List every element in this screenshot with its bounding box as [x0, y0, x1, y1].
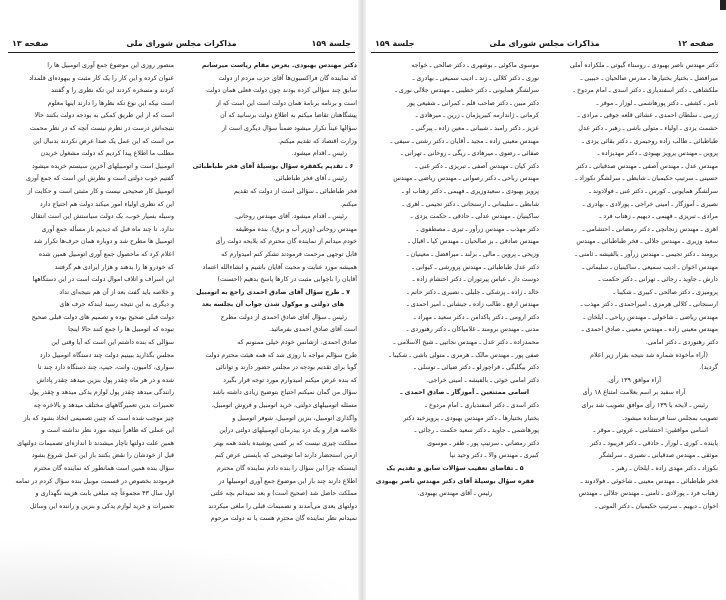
text-line: مطلب ما اطلاع پیدا کردیم که دولت مشغول خریدن	[40, 150, 174, 158]
text-line: وزیحی ـ پروین ـ مالی ـ برلند ـ میرافضل ـ معینیان ـ	[406, 250, 539, 258]
text-line: نکوزاد ـ دکتر مهدی زاده ـ ایلخان ـ رهبر ـ	[612, 465, 718, 472]
text-line: تصویب بمجلس سنا فرستاده میشود.	[622, 414, 718, 422]
text-line: پورهاشمی ـ جاوید ـ دکتر سعید حکمت ـ رجائی ـ	[414, 427, 539, 435]
text-line: موسوی ماکوئی ـ بوشهری ـ دکتر صالحی ـ خواجه	[411, 62, 539, 69]
text-line: و دیگری به این نتیجه رسید ایندکه حرف های	[59, 301, 174, 309]
right-page-right-column	[550, 60, 718, 513]
text-line: مهندس رباحی ـ دکتر رصوانی ـ مهندس ریاضی ـ مهندس	[393, 175, 539, 183]
text-line: گوبا برای تقدیم بودجه در مجلس حضور دارند و توانائی	[215, 364, 357, 372]
text-line: پرومیزی ـ دکتر صالحی ـ کبیری ـ شکیبا ـ	[613, 288, 718, 296]
section-heading: ۷ ـ طرح سؤال آقای صادق احمدی راجع به اتومبیل	[196, 288, 350, 296]
text-line: کبیری ـ مهندس والا ـ دکتر وحید نیا	[449, 452, 539, 460]
text-line: است نیکه این نوع تکه نظرها را دارند اینها معلوم	[47, 99, 174, 107]
text-line: دکتر کیان ـ مهندس آصفی ـ تبریزی ـ دکتر غنی ـ	[415, 162, 539, 170]
text-line: مهندس صادقی ـ بز صالحیان ـ مهندس کیا ـ اقبال ـ	[408, 238, 539, 246]
text-line: بختیار بختیارها ـ دکتر مهندس بهبودی ـ پرویزخید دکتر	[403, 414, 539, 422]
text-line: برومند ـ دکتر تجیمی ـ مهندس زرآور ـ بالفیشه ـ ثامنی ـ	[575, 250, 718, 258]
running-title: مذاکرات مجلس شورای ملی	[126, 39, 237, 48]
text-line: سرلشگر همایونی ـ دکتر خطیبی ـ مهندس جلالی نوری ـ	[395, 87, 539, 95]
page-number: صفحه ۱۳	[12, 39, 49, 48]
text-line: دولت قبلی صحیح بوده و تصمیم های دولت قبلی صحیح	[31, 313, 174, 321]
text-line: که بنده عرض میکنم امیدوارم مورد توجه قرار بگیرد	[223, 376, 357, 384]
text-line: رئیس ـ سؤال آقای صادق احمدی از دولت مطرح	[220, 313, 347, 321]
text-line: که خودرو ها را بدهند و هزار ایرادی هم گرفتند	[54, 263, 174, 271]
text-line: رئیس ـ اقدام میشود.	[291, 150, 347, 158]
scan-shadow	[0, 540, 363, 600]
text-line: است و برنامه برنامهٔ همان دولت است این است که از	[216, 99, 357, 107]
text-line: همین علت دولتها ناچار میشدند تا اندازه‌ای تصمیمات دولتهای	[17, 439, 174, 447]
text-line: نامر ـ کشفی ـ دکتر پورهاشمی ـ لوزار ـ موقر ـ	[596, 99, 718, 107]
text-line: حشمت یزدی ـ اولیاء ـ متولی باشی ـ رهبر ـ دکتر عدل	[578, 124, 718, 132]
text-line: ساکینیان ـ مهندس عدلی ـ حاذقی ـ حکمت یزدی ـ	[410, 213, 539, 221]
text-line: مملکت چیزی نیست که بر کسی پوشیده باشد همه بهتر	[213, 439, 357, 447]
text-line: مرادی ـ تبریزی ـ فهیمی ـ دیهیم ـ زهتاب فرد ـ	[599, 213, 718, 221]
text-line: واگذاری اتومبیل، بنزین اتومبیل، شوفر اتومبیل و	[232, 414, 357, 422]
text-line: چیز موجب شده است که چنین تصمیمی اتخاذ بشود که باز	[23, 414, 174, 422]
text-line: نتیجه‌اش درست در نظرم نیست آنچه که در نظر محمت	[29, 124, 174, 132]
text-line: نصیری ـ آموزگار ـ امینی خراجی ـ پورلادی ـ بهادری ـ	[582, 200, 718, 208]
text-line: ازمن استحضار دارند اما توضیحی که بایستی عرض کنم	[214, 452, 357, 460]
text-line: دکتر رمضانی ـ سرتیپ پور ـ ظفر ـ موسوی	[427, 439, 539, 447]
text-line: آقایان را باجوابی مثبت در کارها پاسخ بدهیم (احسنت)	[217, 276, 357, 284]
text-line: موثقی ـ مهندس صدقیانی ـ نصیری ـ سرلشگر	[599, 452, 718, 460]
text-line: دکتر مهذب ـ مهندس زرآور ـ تیری ـ مصطفوی ـ	[416, 225, 539, 233]
text-line: رانندگی میدهد چقدر پول لوازم یدکی میدهد و چقدر پول	[29, 389, 174, 397]
session-number: جلسة ۱۵۹	[311, 39, 351, 48]
text-line: وسیله بسیار خوب، یک دولت سیاستش این است انتقال	[30, 213, 174, 221]
text-line: سؤالها عیناً تکرار میشود ضمناً سؤال دیگری است از	[221, 124, 357, 132]
text-line: قابل توجهی مرحمت فرمودند تشکر کنم امیدوارم که	[221, 250, 357, 258]
text-line: رئیس ـ لایحه با ۱۳۹ رأی موافق تصویب شد برای	[581, 402, 708, 410]
text-line: صادق احمدی. ازشانس خودم خیلی ممنونم که	[237, 339, 357, 347]
text-line: عزیز ـ دکتر رامبد ـ شیبانی ـ معین زاده ـ پیرگنی ـ	[411, 124, 539, 132]
text-line: است که از این طریق کمکی به بودجه دولت بکنند حالا	[34, 112, 174, 120]
text-line: دولتهای بعدی می‌آمدند و تصمیمات قبلی را ملغی میکردند	[208, 502, 357, 510]
text-line: فخر طباطبائی ـ سؤالی است از دولت که تقدیم	[233, 187, 357, 195]
text-line: مسئله اتومبیلهای دولتی، خرید اتومبیل و فروش اتومبیل،	[211, 402, 357, 410]
text-line: اتومبیل است و اتومبیلهای آخرین سیستم خریده میشود	[32, 162, 174, 170]
text-line: اطلاع دارند چند بار این موضوع جمع آوری اتومبیلها در	[218, 477, 357, 485]
text-line: وزارت اقتصاد که تقدیم میکنم.	[277, 137, 357, 145]
session-number: جلسة ۱۵۹	[375, 39, 415, 48]
text-line: اول سال ۴۳ مجموعاً چه مبلغی بابت هزینه نگهداری و	[35, 490, 174, 498]
text-line: مهندس ارفع ـ طالب زاده ـ جیشانی ـ امیر احمدی ـ	[407, 301, 539, 309]
text-line: مهندس عدل ـ مهندس آصفی ـ مهندس صدقیانی ـ دکتر	[576, 162, 718, 170]
section-heading: فقره سؤال بوسیلهٔ آقای دکتر مهندس ناصر بهبودی	[375, 477, 535, 485]
text-line: سابق چند سؤالی کرده بودند چون دولت فعلی همان دولت	[206, 87, 357, 95]
text-line: اینستکه چرا این سؤال را بنده دادم نماینده گان محترم	[216, 465, 357, 472]
text-line: آراء موافق ۱۳۹ رأی.	[606, 376, 662, 384]
text-line: طباطبائی ـ طالب زاده روحیمری ـ دکتر بقائی یزدی ـ	[581, 137, 718, 145]
text-line: دارش ـ جاوید ـ رجائی ـ تهرانی ـ دکتر حکمت ـ	[598, 276, 718, 284]
text-line: رئیس ـ آقای مهندس بهبودی.	[417, 490, 493, 498]
text-line: ارسنجانی ـ کلالی هرمزی ـ امیراحمدی ـ دکتر مهذب ـ	[580, 301, 718, 309]
text-line: دوست دار ـ عباس پیرتوران ـ دکتر احتشام زاده ـ	[412, 276, 539, 284]
scan-mark	[720, 0, 726, 10]
text-line: مهندس اخوان ـ ادیب سمیعی ـ ساکینیان ـ سلیمانی ـ	[582, 263, 718, 271]
text-line: و خلاصه باید گفت بعد از آن هم نتیجه‌ای نداد	[59, 288, 174, 296]
text-line: شده ‌و در هر ماه چقدر پول بنزین میدهد چقدر پاداش	[36, 376, 174, 384]
text-line: مملکت حاصل شد (صحیح است) و بعد نمیدانم بچه علتی	[210, 490, 357, 498]
text-line: صفی پور ـ مهندس مالک ـ هرمزی ـ متولی باشی ـ شکیبا ـ	[388, 351, 539, 359]
text-line: مهندس معینی زاده ـ مجید ـ آقایان ـ دکتر رشتی ـ سیفی ـ	[390, 137, 539, 145]
text-line: دکتر مهندس ناصر بهبودی ـ روستاء گیوتی ـ ملکزاده آملی	[569, 62, 718, 69]
left-page-right-column	[189, 60, 357, 526]
text-line: مهندس ریاضی ـ شاخولی ـ مهندس ریاحی ـ ایلخان ـ	[583, 313, 718, 321]
text-line: اتومبیل کار صحیحی نیست و کار مثبتی است و حکایت از	[27, 187, 174, 195]
text-line: این که نظری اولیاء امور میکند دولت هم احتیاج دارد	[39, 200, 174, 208]
text-line: پرویز بهبودی ـ سعیدوزیری ـ فهیمی ـ دکتر زهتاب او ـ	[402, 187, 539, 195]
text-line: پروین ـ مهندس پرویز بهبودی ـ دکتر مهدیزاده ـ	[597, 150, 718, 158]
text-line: که نماینده گان فراکسیون‌ها آقای حزب مردم از دولت	[218, 74, 357, 82]
text-line: دکتر مبین ـ دکتر صاحب قلم ـ کمرانی ـ شفیعی پور	[406, 99, 539, 107]
text-line: سؤالی که بنده داشتم این است که آیا وقتی این	[51, 339, 174, 347]
text-line: این عملی که ظاهراً نتیجه مورد نظر نداشته است و	[41, 427, 174, 435]
text-line: خالد ـ زاده ـ پزشکی ـ جلیلی ـ نصیری ـ دکتر حاتم ـ	[407, 288, 539, 296]
text-line: مهندس روحانی (وزیر آب و برق). بنده موظیفه	[235, 225, 357, 233]
section-heading: های دولتی و موکول شدن جواب آن بجلسه بعد	[201, 301, 345, 309]
text-line: اتومبیل ها مطرح شد و دوباره همان حرف‌ها تکرار شد	[33, 238, 174, 246]
text-line: میکنم.	[340, 200, 357, 208]
text-line: نمیدانم نظر نماینده گان محترم هست یا نه دولت مرحوم	[210, 515, 357, 523]
text-line: دکتر ارومی ـ دکتر پاکدامن ـ دکتر سعید ـ مهراد ـ	[413, 313, 539, 321]
text-line: نبوده که اتومبیل ها را جمع کنند حالا اینجا	[68, 326, 174, 334]
text-line: سؤال بنده همین است همانطور که نماینده گان محترم	[33, 465, 174, 472]
text-line: قبل از خودشان را نقض بکنند باز این عمل شروع بشود	[31, 452, 174, 460]
text-line: اخوان ـ دیهیم ـ سرتیپ حکیمیان ـ دکتر الموتی ـ	[595, 502, 718, 510]
text-line: پاینده ـ کوری ـ لوزار ـ حاذقی ـ دکتر فریبود ـ دکتر	[590, 439, 718, 447]
text-line: سؤال من گمان نمیکنم احتیاج بتوضیح زیادی داشته باشد	[212, 389, 357, 397]
right-page	[363, 0, 726, 600]
text-line: منصور روزی این موضوع جمع آوری اتومبیل ها را	[47, 62, 174, 69]
text-line: اهری ـ مهندس زنجانچی ـ دکتر رمضانی ـ احتشامی ـ	[582, 225, 718, 233]
text-line: ملکشاهی ـ دکتر اسفندیاری ـ دکتر اسدی ـ امام مردوخ ـ	[573, 87, 718, 95]
section-heading: ۵ ـ تقاضای تعقیب سؤالات سابق و تقدیم یک	[386, 465, 524, 472]
text-line: اسامی ممتنعین ـ آموزگار ـ صادق احمدی ـ	[400, 389, 529, 397]
text-line: سرلشگر همایونی ـ کورس ـ دکتر غنی ـ فولادوند ـ	[589, 187, 718, 195]
text-line: حسینی ـ سرتیپ حکیمیان ـ شابطی ـ سرلشگر نکوزاد ـ	[575, 175, 718, 183]
page-number: صفحه ۱۲	[677, 39, 714, 48]
text-line: مجلس بگذارید ببینیم دولت چند دستگاه اتومبیل دارد	[39, 351, 174, 359]
text-line: عنوان کرده و این کار را یک کار مثبت و بیهوده‌ای قلمداد	[29, 74, 174, 82]
text-line: پیشگاهتان تقاضا میکنم به اطلاع دولت برسانید که آن	[220, 112, 357, 120]
text-line: دکتر امامی خوئی ـ بالفیشه ـ امینی خراجی.	[426, 376, 539, 384]
text-line: اسامی موافقین: احتشامی ـ عروتی ـ موقر ـ	[593, 427, 708, 435]
text-line: صفائی ـ رضوی ـ میرهادی ـ ریگی ـ روحانی ـ تهرانی ـ	[400, 150, 539, 158]
text-line: گفتیم خوب دولتی است و نظرش این است که جمع آوری	[25, 175, 174, 183]
text-line: محمدزاده ـ دکتر عدل ـ مهندس نجاتیی ـ شیخ الاسلامی ـ	[393, 339, 539, 347]
text-line: فرمودند بخصوص در قسمت موبیل بنده سؤال کردم در تمامه	[15, 477, 174, 485]
text-line: طرح سؤالم مواجه با روزی شد که همه هیئت محترم دولت	[205, 351, 357, 359]
text-line: ژرمی ـ سلطان احمدی ـ عشائی قلعه جوقی ـ مرادی ـ	[577, 112, 718, 120]
text-line: آراء سفید بر اسم بعلامت امتناع ۱۸ رأی	[582, 389, 686, 397]
text-line: مهندس معینی زاده ـ مهندس معینی ـ صادق احمدی ـ	[581, 326, 718, 334]
text-line: نوری ـ دکتر کلالی ـ زند ـ ادیب سمیعی ـ بهادری ـ	[412, 74, 539, 82]
section-heading: ۶ ـ تقدیم یکفقره سؤال بوسیلهٔ آقای فخر طباطبائی	[192, 162, 354, 170]
text-line: تعمیرات بدین تعمیرگاههای مختلف میدهد و بالاخره چه	[33, 402, 174, 410]
right-page-header	[371, 38, 718, 53]
text-line: این اسراف و اتلاف اموال دولت است در این دستگاهها	[32, 276, 174, 284]
text-line: تعمیرات و خرید لوازم یدکی و بنزین و راننده این وسائل	[30, 502, 174, 510]
running-title: مذاکرات مجلس شورای ملی	[489, 39, 600, 48]
text-line: خلاصه هزار و یک درد بیدرمان اتومبیلهای دولتی دراین	[219, 427, 357, 435]
text-line: دکتر عدل طباطبائی ـ مهندس پرورشی ـ کیوانی ـ	[412, 263, 539, 271]
text-line: کردند و مسخره کردند این تکه نظری را و گفتند	[51, 87, 174, 95]
text-line: خودم میدانم از نماینده گان محترم که بلایحه دولت رأی	[215, 238, 357, 246]
text-line: فخر طباطبائی ـ مهندس معینی ـ شاخوئی ـ فولادوند ـ	[580, 477, 718, 485]
text-line: دکتر بیگلیگی ـ قراچورلو ـ دکتر ضیائی ـ توسلی ـ	[414, 364, 539, 372]
text-line: اعلام کرد که ماحصول جمع آوری اتومبیل همین شده	[38, 250, 174, 258]
text-line: سواری، کامیون، وانت، جیپ، چند دستگاه دارد چند تا	[37, 364, 174, 372]
text-line: دکتر مهندس بهبودی. بعرض مقام ریاست میرسانم	[201, 62, 357, 69]
left-page-left-column	[6, 60, 174, 513]
text-line: دکتر رهنوردی ـ دکتر امامی.	[645, 339, 718, 347]
text-line: مدنی ـ مهندس برومند ـ غلامپاکان ـ دکتر رهنوردی ـ	[406, 326, 539, 334]
text-line: زهتاب فرد ـ پورلادی ـ ثامنی ـ مهندس جلالی ـ مهندس	[578, 490, 718, 498]
text-line: شابطی ـ سلیمانی ـ ارسنجانی ـ دکتر تجیمی ـ اهری ـ	[402, 200, 539, 208]
text-line: گردید).	[699, 364, 718, 372]
text-line: (آراء مأخوذه شماره شد نتیجه بقرار زیر اعلام	[590, 351, 708, 359]
left-page-header	[8, 38, 355, 53]
text-line: همیشه مورد عنایت و محبت آقایان باشیم و انشاءالله اعتماد	[202, 263, 357, 271]
text-line: رئیس ـ آقای فخر طباطبائی.	[273, 175, 347, 183]
right-page-left-column	[371, 60, 539, 501]
text-line: سعید وزیری ـ مهندس جلالی ـ فخر طباطبائی ـ مهندس	[576, 238, 718, 246]
text-line: کرمانی ـ ژاندارمه کبیرپژمان ـ زرین ـ میرهادی ـ	[415, 112, 539, 120]
text-line: من است که این عمل یک صدا عرض نکردند بدنبال این	[33, 137, 174, 145]
text-line: رئیس ـ اقدام میشود. آقای مهندس روحانی.	[234, 213, 347, 221]
text-line: است آقای صادق احمدی بفرمائید.	[269, 326, 357, 334]
text-line: ندارد. تا چند ماه قبل که دیدیم باز مسأله جمع آوری	[41, 225, 174, 233]
text-line: میرافضل ـ بختیار بختیارها ـ مدرس صالحیان ـ حبیبی ـ	[580, 74, 718, 82]
text-line: دکتر اسدی ـ دکتر اسفندیاری ـ امام مردوخ ـ	[425, 402, 539, 410]
